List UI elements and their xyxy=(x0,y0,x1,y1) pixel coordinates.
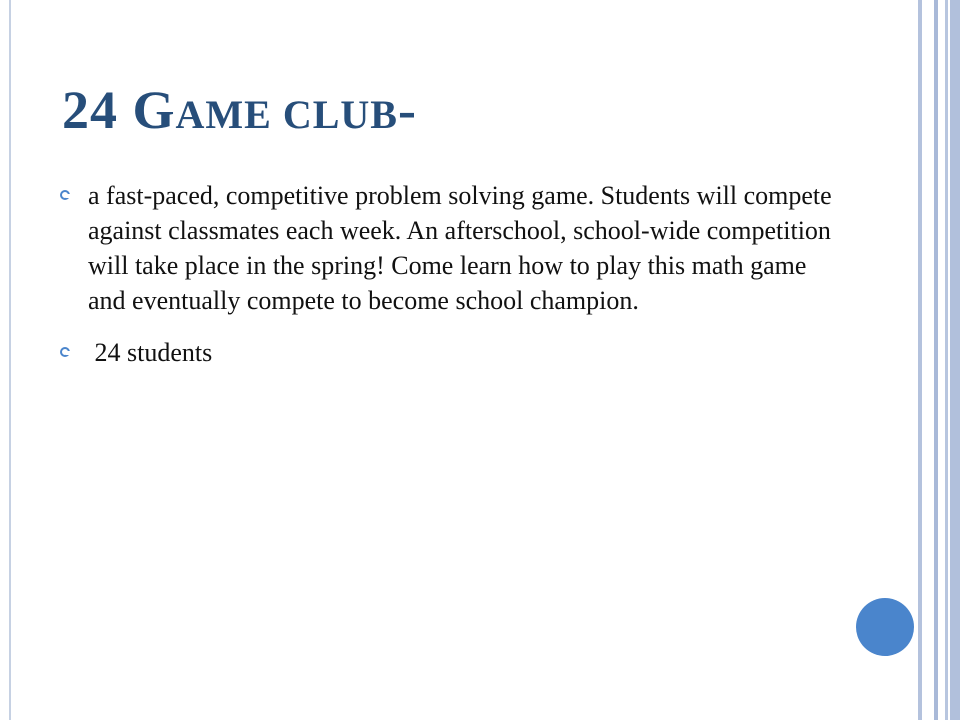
left-frame-line xyxy=(9,0,11,720)
slide-title xyxy=(62,74,417,151)
bullet-list xyxy=(60,178,840,370)
title-part: G xyxy=(132,80,176,140)
bullet-item-description xyxy=(60,178,840,318)
title-part: AME CLUB xyxy=(175,92,398,137)
bullet-ring-icon xyxy=(60,190,70,200)
bullet-item-capacity xyxy=(60,335,840,370)
bullet-ring-icon xyxy=(60,347,70,357)
decorative-bar xyxy=(950,0,960,720)
bullet-text: 24 students xyxy=(88,338,213,367)
right-decorative-bars xyxy=(918,0,960,720)
title-part: 24 xyxy=(62,80,133,140)
decorative-gap xyxy=(922,0,934,720)
title-part: - xyxy=(397,80,417,140)
bullet-text: a fast-paced, competitive problem solving game. Students will compete against classmates each week. An afterschool, school-wide competition will take place in the spring! Come learn how to play this math game and eventually compete to become school champion. xyxy=(88,181,832,315)
accent-circle xyxy=(856,598,914,656)
decorative-gap xyxy=(938,0,945,720)
